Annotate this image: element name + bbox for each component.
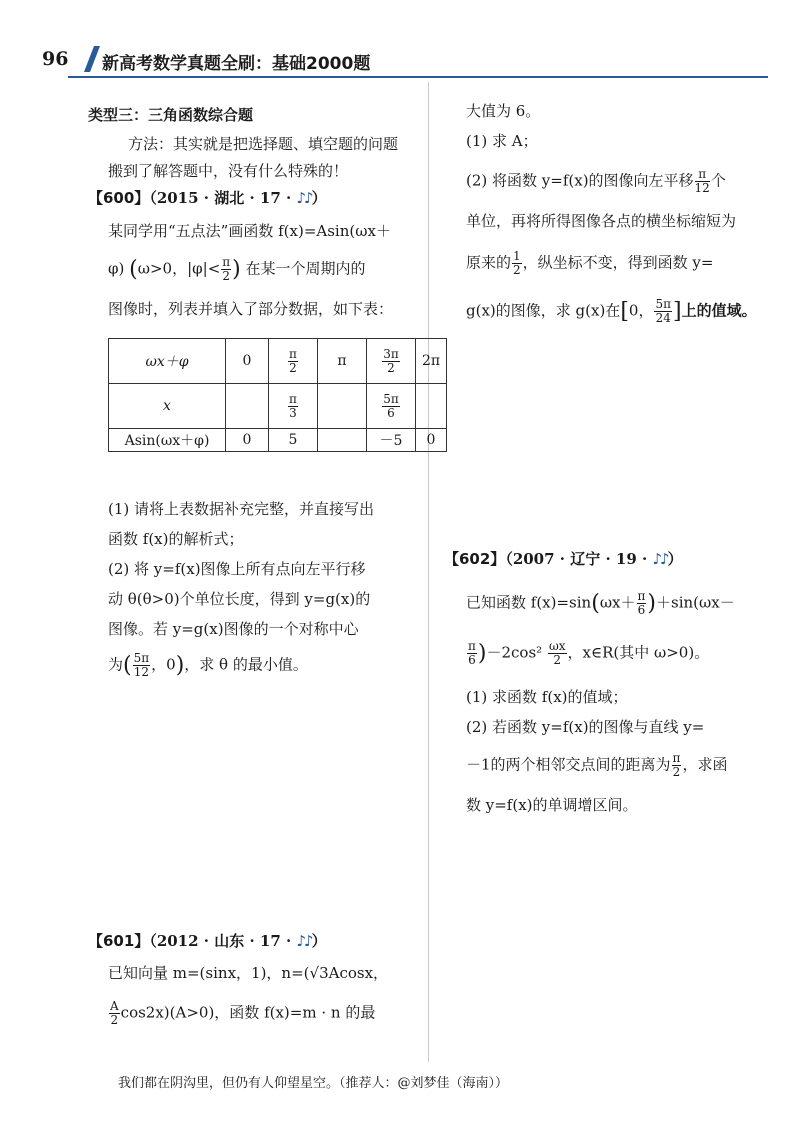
table-row: [109, 384, 447, 429]
p600-q2-line-4: 为( $\frac{5\pi}{12}$ ，0)，求 θ 的最小值。: [108, 651, 308, 679]
p601-q2-line-4: g(x)的图像，求 g(x)在[0， $\frac{5\pi}{24}$ ]上的值域。: [466, 297, 757, 325]
p600-line-2-end: 在某一个周期内的: [245, 259, 366, 278]
table-cell: 5: [269, 429, 318, 452]
table-cell: $\frac{\pi}{3}$: [269, 384, 318, 429]
p602-line-1-mid: ωx＋: [599, 593, 636, 612]
footer-quote: 我们都在阴沟里，但仍有人仰望星空。（推荐人：@刘梦佳（海南））: [118, 1076, 509, 1091]
p601-q2-line-1: [466, 168, 726, 195]
book-title: 新高考数学真题全刷：基础2000题: [102, 54, 371, 74]
title-slash-icon: [84, 46, 100, 72]
section-title: 类型三：三角函数综合题: [88, 106, 254, 124]
p601-line-2: [108, 1000, 375, 1027]
p601-q2-end: 个: [710, 171, 726, 190]
p602-q2b-post: ，求函: [682, 755, 728, 774]
problem-number: 【601】: [88, 932, 150, 950]
p602-line-1: 已知函数 f(x)=sin(ωx＋ $\frac{\pi}{6}$ )＋sin(ωx－: [466, 589, 735, 617]
difficulty-icon: ♪♪: [652, 550, 668, 568]
p600-zero: ，0: [151, 655, 176, 674]
p601-q1: (1) 求 A；: [466, 132, 538, 150]
problem-source: （2015 · 湖北 · 17 ·: [149, 189, 297, 207]
problem-source: （2012 · 山东 · 17 ·: [149, 932, 297, 950]
table-row: [109, 339, 447, 384]
p600-q2-line-3: 图像。若 y=g(x)图像的一个对称中心: [108, 620, 359, 638]
p600-line-3: 图像时，列表并填入了部分数据，如下表：: [108, 300, 394, 318]
fraction: $\frac{5\pi}{12}$: [133, 651, 150, 679]
problem-source-end: ）: [667, 550, 683, 568]
problem-source-end: ）: [311, 932, 327, 950]
fraction: $\frac{\pi}{6}$: [468, 639, 476, 667]
table-cell: [226, 384, 269, 429]
p600-q2-post: ，求 θ 的最小值。: [184, 655, 308, 674]
table-cell: 0: [416, 429, 447, 452]
p602-q1: (1) 求函数 f(x)的值域；: [466, 688, 628, 706]
difficulty-icon: ♪♪: [296, 932, 312, 950]
p600-q2-line-1: (2) 将 y=f(x)图像上所有点向左平行移: [108, 560, 366, 578]
p600-q2-line-2: 动 θ(θ>0)个单位长度，得到 y=g(x)的: [108, 590, 371, 608]
p601-line-2-text: cos2x)(A>0)，函数 f(x)=m · n 的最: [120, 1003, 376, 1022]
table-cell: [416, 384, 447, 429]
p600-q2-pre: 为: [108, 655, 124, 674]
table-cell: ωx＋φ: [109, 339, 226, 384]
p600-condition: ω>0，|φ|<: [137, 259, 221, 278]
fraction: $\frac{5\pi}{24}$: [655, 297, 671, 325]
problem-number: 【600】: [88, 189, 150, 207]
p601-q2-line-2: 单位，再将所得图像各点的横坐标缩短为: [466, 212, 737, 230]
fraction: $\frac{\omega x}{2}$: [548, 639, 566, 667]
page-number: 96: [42, 48, 69, 70]
method-line-2: 搬到了解答题中，没有什么特殊的！: [108, 162, 349, 180]
table-row: [109, 429, 447, 452]
method-line-1: 方法：其实就是把选择题、填空题的问题: [128, 135, 399, 153]
fraction: $\frac{\pi}{12}$: [694, 167, 710, 195]
p600-line-1: 某同学用“五点法”画函数 f(x)=Asin(ωx＋: [108, 222, 391, 240]
p601-q2-line-3: [466, 250, 713, 277]
problem-600-header: [88, 187, 327, 208]
p602-q2b-pre: －1的两个相邻交点间的距离为: [466, 755, 671, 774]
p600-q1-line-2: 函数 f(x)的解析式；: [108, 530, 244, 548]
p602-q2-line-3: 数 y=f(x)的单调增区间。: [466, 796, 638, 814]
table-cell: －5: [367, 429, 416, 452]
table-cell: [318, 384, 367, 429]
p600-line-2: φ) (ω>0，|φ|< $\frac{\pi}{2}$ ) 在某一个周期内的: [108, 255, 366, 283]
table-cell: 0: [226, 339, 269, 384]
problem-602-header: [444, 548, 683, 569]
fraction: $\frac{A}{2}$: [110, 999, 119, 1027]
p601-q2c-post: ，纵坐标不变，得到函数 y=: [522, 253, 714, 272]
p602-line-2-end: ，x∈R(其中 ω>0)。: [567, 643, 710, 662]
table-cell: $\frac{5\pi}{6}$: [367, 384, 416, 429]
table-cell: $\frac{\pi}{2}$: [269, 339, 318, 384]
data-table: [108, 338, 447, 452]
p602-line-2-text: －2cos²: [486, 643, 547, 662]
fraction: $\frac{1}{2}$: [513, 249, 521, 277]
table-cell: $\frac{3\pi}{2}$: [367, 339, 416, 384]
difficulty-icon: ♪♪: [296, 189, 312, 207]
problem-source: （2007 · 辽宁 · 19 ·: [505, 550, 653, 568]
table-cell: [318, 429, 367, 452]
p602-q2-line-1: (2) 若函数 y=f(x)的图像与直线 y=: [466, 718, 705, 736]
table-cell: 0: [226, 429, 269, 452]
table-cell: 2π: [416, 339, 447, 384]
interval-start: 0，: [628, 301, 654, 320]
table-cell: Asin(ωx＋φ): [109, 429, 226, 452]
table-cell: π: [318, 339, 367, 384]
table-cell: x: [109, 384, 226, 429]
p601-line-1: 已知向量 m=(sinx，1)，n=(√3Acosx，: [108, 964, 389, 982]
problem-source-end: ）: [311, 189, 327, 207]
problem-number: 【602】: [444, 550, 506, 568]
p600-phi: φ): [108, 259, 125, 278]
p601-q2d-post: 上的值域。: [681, 301, 757, 320]
p602-q2-line-2: [466, 752, 727, 779]
p602-line-1-pre: 已知函数 f(x)=sin: [466, 593, 592, 612]
fraction: $\frac{\pi}{2}$: [672, 751, 681, 779]
fraction: $\frac{\pi}{2}$: [222, 255, 231, 283]
fraction: $\frac{\pi}{6}$: [637, 589, 646, 617]
p601-q2d-pre: g(x)的图像，求 g(x)在: [466, 301, 621, 320]
p600-q1-line-1: (1) 请将上表数据补充完整，并直接写出: [108, 500, 375, 518]
column-divider: [428, 82, 429, 1062]
p602-line-2: $\frac{\pi}{6}$ )－2cos² $\frac{\omega x}{2}$ ，x∈R(其中 ω>0)。: [468, 639, 710, 667]
p601-q2-text: (2) 将函数 y=f(x)的图像向左平移: [466, 171, 694, 190]
header-rule: [68, 76, 768, 78]
problem-601-header: [88, 930, 327, 951]
p601-cont-1: 大值为 6。: [466, 102, 541, 120]
p601-q2c-pre: 原来的: [466, 253, 512, 272]
p602-line-1-post: ＋sin(ωx－: [656, 593, 735, 612]
